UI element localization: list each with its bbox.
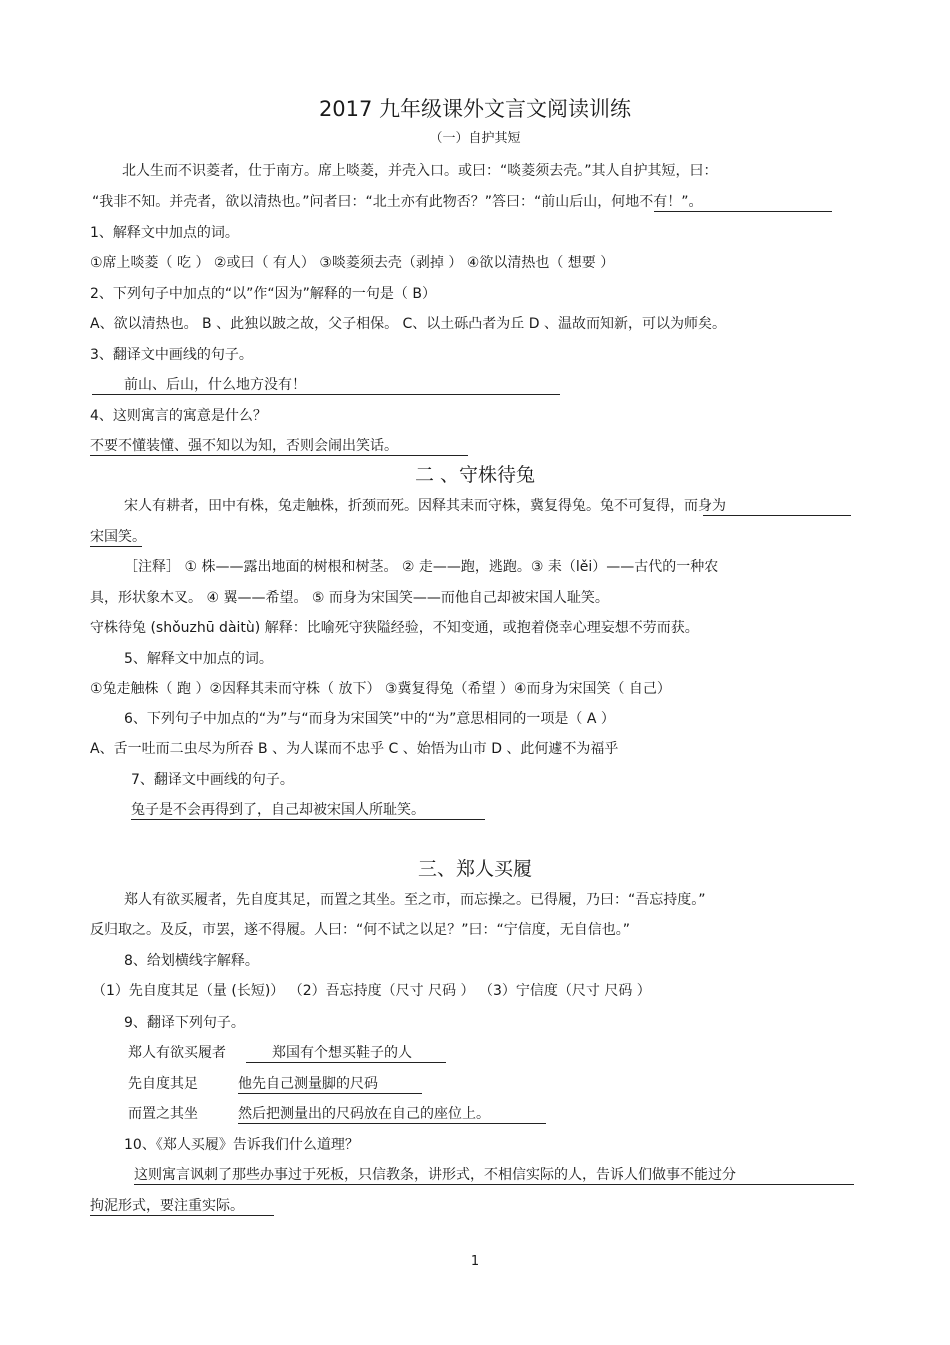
translate-label-3: 而置之其坐 [128,1106,198,1122]
underline [246,1062,446,1063]
answer-1: ①席上啖菱（ 吃 ） ②或曰（ 有人） ③啖菱须去壳（剥掉 ） ④欲以清热也（ 想要 ） [90,255,615,271]
underline [703,515,851,516]
section2-heading: 二 、守株待兔 [414,464,536,486]
translate-label-2: 先自度其足 [128,1076,198,1092]
question-2-options: A、欲以清热也。 B 、此独以跛之故，父子相保。 C、以土砾凸者为丘 D 、温故而知新，可以为师矣。 [90,316,726,332]
question-6: 6、下列句子中加点的“为”与“而身为宋国笑”中的“为”意思相同的一项是（ A ） [124,711,615,727]
question-3: 3、翻译文中画线的句子。 [90,347,253,363]
answer-4: 不要不懂装懂、强不知以为知，否则会闹出笑话。 [90,438,398,454]
answer-7: 兔子是不会再得到了，自己却被宋国人所耻笑。 [131,802,425,818]
underline [654,211,832,212]
underline [238,1123,546,1124]
translate-answer-3: 然后把测量出的尺码放在自己的座位上。 [238,1106,490,1122]
question-7: 7、翻译文中画线的句子。 [131,772,294,788]
underline [134,1184,854,1185]
section1-heading: （一）自护其短 [429,131,521,146]
question-9: 9、翻译下列句子。 [124,1015,245,1031]
answer-5: ①兔走触株（ 跑 ）②因释其耒而守株（ 放下） ③冀复得兔（希望 ）④而身为宋国笑（ 自己） [90,681,671,697]
note-line1: ［注释］ ① 株——露出地面的树根和树茎。 ② 走——跑，逃跑。③ 耒（lěi）——古代的一种农 [124,559,719,575]
answer-8: （1）先自度其足（量 (长短)） （2）吾忘持度（尺寸 尺码 ） （3）宁信度（尺寸 尺码 ） [92,983,651,999]
page-number: 1 [470,1254,480,1269]
idiom-explanation: 守株待兔 (shǒuzhū dàitù) 解释：比喻死守狭隘经验，不知变通，或抱着侥幸心理妄想不劳而获。 [90,620,699,636]
translate-answer-1: 郑国有个想买鞋子的人 [272,1045,412,1061]
question-5: 5、解释文中加点的词。 [124,651,273,667]
section2-paragraph-line2: 宋国笑。 [90,529,146,545]
translate-answer-2: 他先自己测量脚的尺码 [238,1076,378,1092]
underline [131,819,485,820]
note-line2: 具，形状象木叉。 ④ 翼——希望。 ⑤ 而身为宋国笑——而他自己却被宋国人耻笑。 [90,590,609,606]
answer-10-line1: 这则寓言讽刺了那些办事过于死板，只信教条，讲形式，不相信实际的人，告诉人们做事不能过分 [134,1167,736,1183]
underline [238,1093,422,1094]
question-10: 10、《郑人买履》告诉我们什么道理？ [124,1137,359,1153]
question-4: 4、这则寓言的寓意是什么？ [90,408,267,424]
question-1: 1、解释文中加点的词。 [90,225,239,241]
section1-paragraph-line2: “我非不知。并壳者，欲以清热也。”问者曰：“北土亦有此物否？”答曰：“前山后山，何地不有！”。 [92,194,703,210]
underline [90,455,468,456]
question-6-options: A、舌一吐而二虫尽为所吞 B 、为人谋而不忠乎 C 、始悟为山市 D 、此何遽不为福乎 [90,741,619,757]
answer-10-line2: 拘泥形式，要注重实际。 [90,1198,244,1214]
underline [90,546,142,547]
answer-3: 前山、后山，什么地方没有！ [124,377,306,393]
underline [92,394,560,395]
section1-paragraph-line1: 北人生而不识菱者，仕于南方。席上啖菱，并壳入口。或曰：“啖菱须去壳。”其人自护其短，曰： [122,163,718,179]
underline [90,1215,274,1216]
section3-paragraph-line1: 郑人有欲买履者，先自度其足，而置之其坐。至之市，而忘操之。已得履，乃曰：“吾忘持度。” [124,892,706,908]
page-title: 2017 九年级课外文言文阅读训练 [318,97,632,121]
question-8: 8、给划横线字解释。 [124,953,259,969]
section3-heading: 三、郑人买履 [417,858,532,880]
translate-label-1: 郑人有欲买履者 [128,1045,226,1061]
section2-paragraph-line1: 宋人有耕者，田中有株，兔走触株，折颈而死。因释其耒而守株，冀复得兔。兔不可复得，而身为 [124,498,726,514]
question-2: 2、下列句子中加点的“以”作“因为”解释的一句是（ B） [90,286,436,302]
section3-paragraph-line2: 反归取之。及反，市罢，遂不得履。人曰：“何不试之以足？”曰：“宁信度，无自信也。” [90,922,631,938]
